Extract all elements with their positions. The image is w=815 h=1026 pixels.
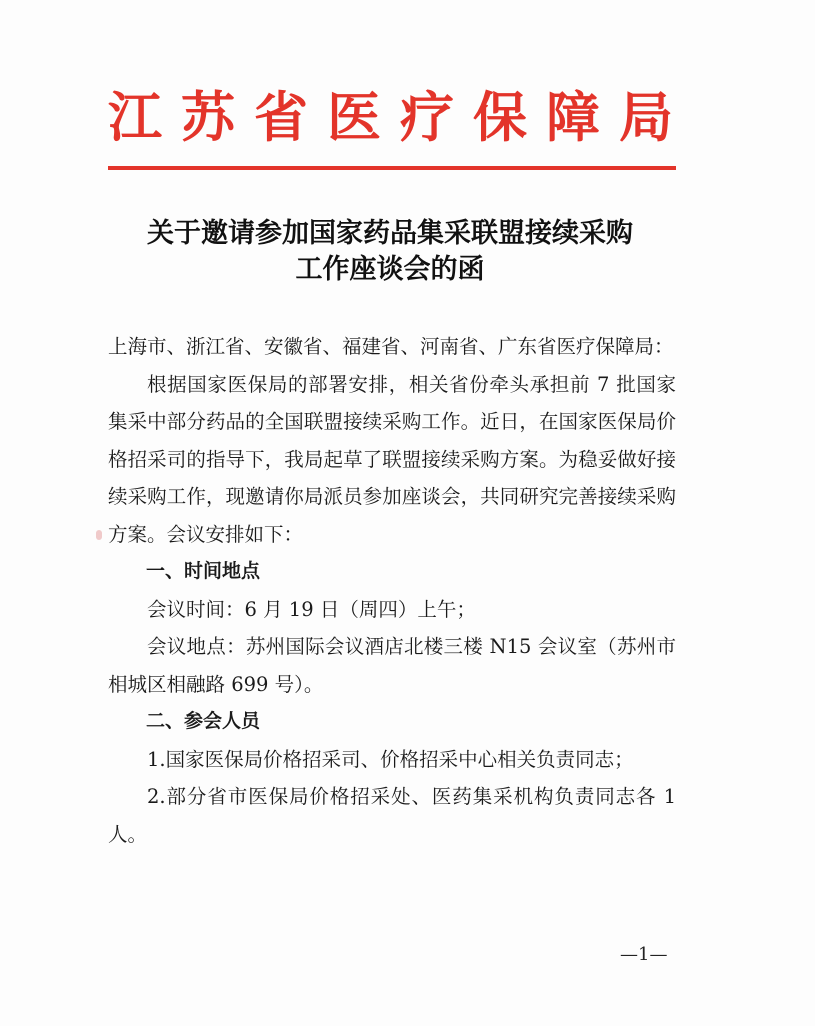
- section-heading-time-place: 一、时间地点: [146, 560, 261, 582]
- meeting-time: 会议时间：6 月 19 日（周四）上午；: [147, 597, 476, 621]
- issuer-masthead: 江苏省医疗保障局: [108, 85, 692, 149]
- page-number: —1—: [620, 944, 668, 965]
- meeting-place: 会议地点：苏州国际会议酒店北楼三楼 N15 会议室（苏州市相城区相融路 699 号）。: [108, 635, 676, 696]
- document-title: [110, 216, 670, 288]
- document-title-line-1: 关于邀请参加国家药品集采联盟接续采购: [147, 218, 633, 249]
- red-header-rule: [108, 166, 676, 170]
- document-title-line-2: 工作座谈会的函: [295, 254, 485, 285]
- scan-speck: [96, 530, 102, 540]
- attendee-item-1: 1.国家医保局价格招采司、价格招采中心相关负责同志；: [147, 747, 634, 771]
- intro-paragraph: 根据国家医保局的部署安排，相关省份牵头承担前 7 批国家集采中部分药品的全国联盟接续采购工作。近日，在国家医保局价格招采司的指导下，我局起草了联盟接续采购方案。为稳妥做好接续采购工作，现邀请你局派员参加座谈会，共同研究完善接续采购方案。会议安排如下：: [108, 372, 676, 546]
- salutation: 上海市、浙江省、安徽省、福建省、河南省、广东省医疗保障局：: [108, 335, 674, 358]
- document-body: [108, 328, 676, 853]
- section-heading-attendees: 二、参会人员: [146, 710, 261, 732]
- attendee-item-2: 2.部分省市医保局价格招采处、医药集采机构负责同志各 1 人。: [108, 785, 676, 846]
